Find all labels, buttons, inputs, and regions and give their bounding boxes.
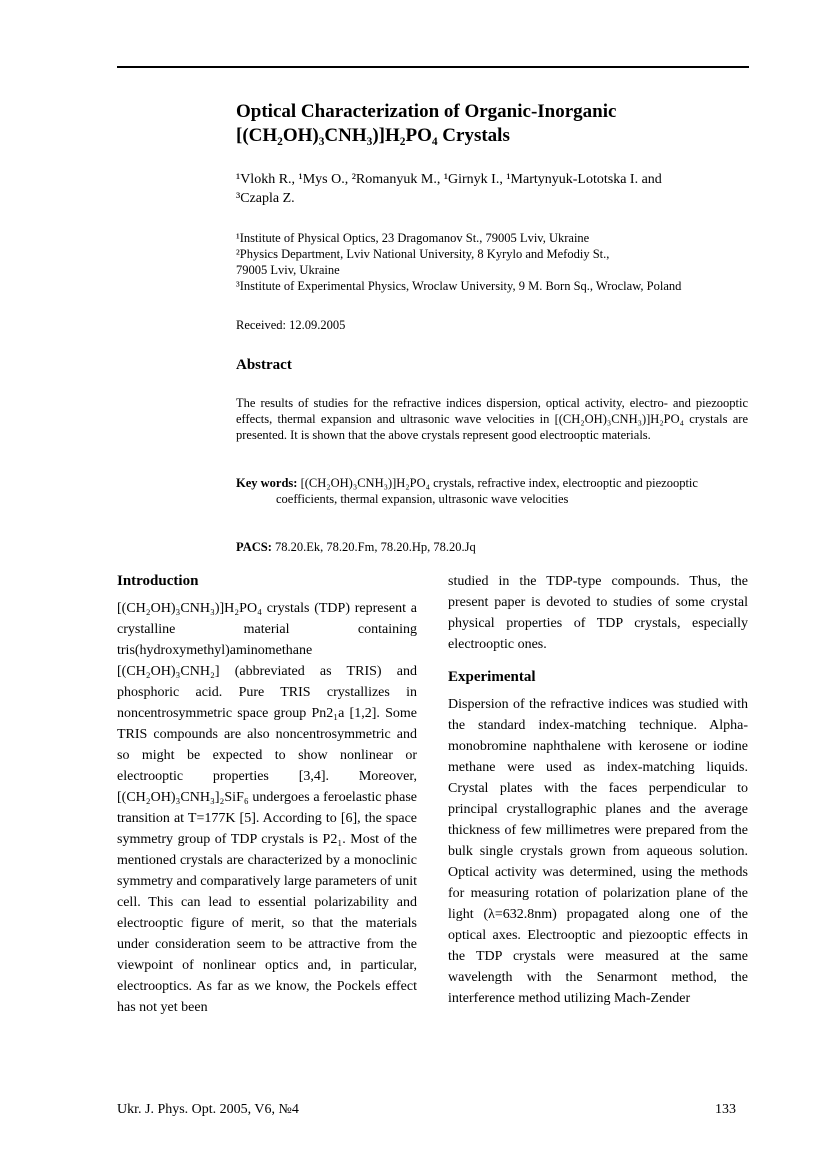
pacs <box>236 540 476 555</box>
introduction-continued: studied in the TDP-type compounds. Thus, the present paper is devoted to studies of some crystal physical properties of TDP crystals, especially electrooptic ones. <box>448 574 748 652</box>
keywords <box>236 475 748 507</box>
affiliation-2b: 79005 Lviv, Ukraine <box>236 263 340 277</box>
affiliations <box>236 230 756 294</box>
left-column <box>117 571 417 1018</box>
authors-line-2: ³Czapla Z. <box>236 191 295 206</box>
right-column <box>448 571 748 1009</box>
introduction-heading: Introduction <box>117 573 199 589</box>
keywords-label: Key words: <box>236 476 298 490</box>
pacs-label: PACS: <box>236 540 272 554</box>
keywords-line-2: coefficients, thermal expansion, ultrasonic wave velocities <box>276 492 569 506</box>
introduction-text: [(CH₂OH)₃CNH₃)]H₂PO₄ crystals (TDP) represent a crystalline material containing tris(hydroxymethyl)aminomethane [(CH₂OH)₃CNH₂] (abbreviated as TRIS) and phosphoric acid. Pure TRIS crystallizes in noncentrosymmetric space group Pn2₁a [1,2]. Some TRIS compounds are also noncentrosymmetric and so might be expected to show nonlinear or electrooptic properties [3,4]. Moreover, [(CH₂OH)₃CNH₃]₂SiF₆ undergoes a feroelastic phase transition at T=177K [5]. According to [6], the space symmetry group of TDP crystals is P2₁. Most of the mentioned crystals are characterized by a monoclinic symmetry and comparatively large parameters of unit cell. This can lead to essential polarizability and electrooptic figure of merit, so that the materials under consideration seem to be attractive from the viewpoint of nonlinear optics and, in particular, electrooptics. As far as we know, the Pockels effect has not yet been <box>117 601 417 1015</box>
keywords-line-1: [(CH₂OH)₃CNH₃)]H₂PO₄ crystals, refractive index, electrooptic and piezooptic <box>297 476 698 490</box>
experimental-heading: Experimental <box>448 669 536 685</box>
pacs-codes: 78.20.Ek, 78.20.Fm, 78.20.Hp, 78.20.Jq <box>271 540 476 554</box>
page-number: 133 <box>715 1102 736 1117</box>
paper-title <box>236 100 756 148</box>
section-gap <box>448 655 748 667</box>
author-list <box>236 170 756 208</box>
abstract-text: The results of studies for the refractive indices dispersion, optical activity, electro- and piezooptic effects, thermal expansion and ultrasonic wave velocities in [(CH₂OH)₃CNH₃)]H₂PO₄ crystals are presented. It is shown that the above crystals represent good electrooptic materials. <box>236 396 748 442</box>
title-line-2: [(CH₂OH)₃CNH₃)]H₂PO₄ Crystals <box>236 125 510 146</box>
affiliation-2a: ²Physics Department, Lviv National University, 8 Kyrylo and Mefodiy St., <box>236 247 610 261</box>
abstract-heading: Abstract <box>236 357 292 373</box>
experimental-text: Dispersion of the refractive indices was studied with the standard index-matching technique. Alpha-monobromine naphthalene with kerosene or iodine methane were used as index-matching liquids. Crystal plates with the faces perpendicular to principal crystallographic planes and the average thickness of few millimetres were prepared from the bulk single crystals grown from aqueous solution. Optical activity was determined, using the methods for measuring rotation of polarization plane of the light (λ=632.8nm) propagated along one of the optical axes. Electrooptic and piezooptic effects in the TDP crystals were measured at the same wavelength with the Senarmont method, the interference method utilizing Mach-Zender <box>448 697 748 1006</box>
header-rule <box>117 66 749 68</box>
authors-line-1: ¹Vlokh R., ¹Mys O., ²Romanyuk M., ¹Girnyk I., ¹Martynyuk-Lototska I. and <box>236 172 662 187</box>
title-line-1: Optical Characterization of Organic-Inorganic <box>236 101 617 122</box>
journal-citation: Ukr. J. Phys. Opt. 2005, V6, №4 <box>117 1102 299 1117</box>
received-date: Received: 12.09.2005 <box>236 318 346 332</box>
affiliation-1: ¹Institute of Physical Optics, 23 Dragomanov St., 79005 Lviv, Ukraine <box>236 231 590 245</box>
affiliation-3: ³Institute of Experimental Physics, Wroclaw University, 9 M. Born Sq., Wroclaw, Poland <box>236 279 682 293</box>
